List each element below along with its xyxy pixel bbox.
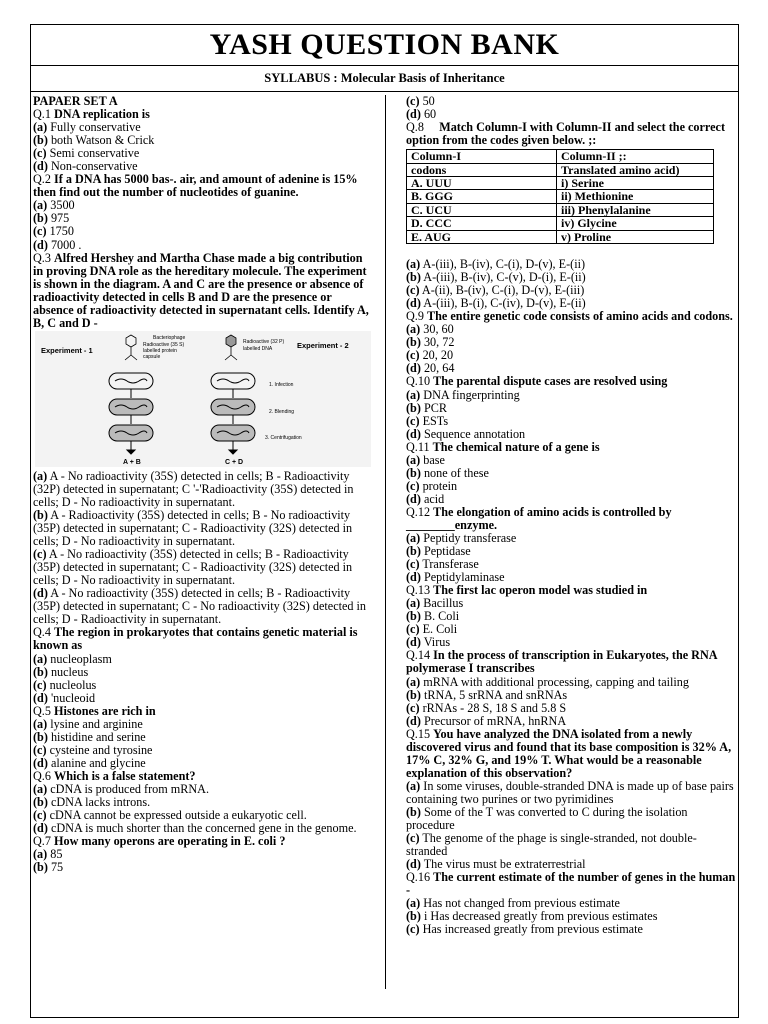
option-key: (c) [33, 808, 47, 823]
option-key: (a) [406, 322, 421, 337]
question-text: The parental dispute cases are resolved using [433, 374, 668, 389]
option-item [406, 780, 738, 806]
option-text: The virus must be extraterrestrial [420, 857, 586, 872]
option-text: protein [419, 478, 458, 493]
option-text: cDNA is much shorter than the concerned gene in the genome. [47, 821, 357, 836]
option-key: (b) [406, 909, 421, 924]
question-number: Q.14 [406, 648, 434, 663]
match-table [406, 149, 714, 244]
match-cell-col1: C. UCU [407, 203, 557, 216]
option-key: (a) [33, 847, 48, 862]
option-text: In some viruses, double-stranded DNA is made up of base pairs containing two purines or two pyrimidines [406, 778, 734, 806]
option-text: tRNA, 5 srRNA and snRNAs [420, 687, 568, 702]
option-text: lysine and arginine [47, 716, 143, 731]
option-text: Peptidylaminase [420, 570, 505, 585]
question-text: Histones are rich in [54, 703, 156, 718]
option-key: (a) [33, 781, 48, 796]
question-text: In the process of transcription in Eukaryotes, the RNA polymerase I transcribes [406, 648, 717, 676]
option-text: Virus [420, 635, 451, 650]
question-number: Q.13 [406, 583, 434, 598]
question-text: How many operons are operating in E. coli ? [54, 834, 286, 849]
question-item [406, 649, 738, 675]
option-key: (d) [406, 491, 421, 506]
option-key: (c) [406, 478, 420, 493]
option-key: (d) [406, 426, 421, 441]
question-item [33, 173, 375, 199]
option-key: (b) [406, 335, 421, 350]
option-text: E. Coli [419, 622, 458, 637]
match-cell-col1: codons [407, 163, 557, 176]
option-text: cDNA cannot be expressed outside a eukaryotic cell. [46, 808, 307, 823]
option-text: Some of the T was converted to C during the isolation procedure [406, 805, 688, 833]
option-text: A - No radioactivity (35S) detected in cells; B - Radioactivity (35P) detected in supernatant; C - Radioactivity (32S) detected in cells; D - No radioactivity in supernatant. [33, 547, 353, 588]
option-text: 7000 . [47, 237, 82, 252]
option-key: (c) [33, 677, 47, 692]
option-key: (b) [406, 544, 421, 559]
option-text: A - No radioactivity (35S) detected in cells; B - Radioactivity (32P) detected in supernatant; C '-'Radioactivity (35S) detected in cells; D - No radioactivity in supernatant. [33, 468, 354, 509]
option-text: ESTs [419, 413, 449, 428]
option-key: (c) [33, 742, 47, 757]
match-table-row [407, 217, 714, 230]
question-number: Q.11 [406, 439, 433, 454]
option-text: 75 [47, 860, 64, 875]
label-blending: 2. Blending [269, 408, 295, 415]
option-text: base [420, 452, 445, 467]
option-text: Fully conservative [47, 120, 141, 135]
question-number: Q.15 [406, 726, 434, 741]
option-key: (c) [406, 831, 420, 846]
option-item [33, 861, 375, 874]
page-title: YASH QUESTION BANK [31, 25, 738, 66]
label-radioactive-s: Radioactive (35 S) [143, 341, 185, 348]
question-text: Which is a false statement? [54, 768, 196, 783]
option-text: 85 [47, 847, 63, 862]
option-text: 60 [420, 107, 437, 122]
option-text: A - No radioactivity (35S) detected in cells; B - Radioactivity (35P) detected in supernatant; C - No radioactivity (32S) detected in cells; D - Radioactivity in supernatant. [33, 586, 367, 627]
experiment-2-label: Experiment - 2 [297, 340, 349, 350]
option-key: (c) [406, 413, 420, 428]
option-text: cDNA is produced from mRNA. [47, 781, 210, 796]
option-key: (a) [33, 468, 48, 483]
label-bacteriophage: Bacteriophage [153, 334, 186, 341]
option-text: histidine and serine [47, 729, 146, 744]
match-cell-col1: D. CCC [407, 217, 557, 230]
option-text: Non-conservative [47, 159, 138, 174]
option-text: Transferase [419, 557, 479, 572]
option-key: (a) [406, 452, 421, 467]
option-item [406, 480, 738, 493]
left-questions-top [33, 108, 375, 252]
match-cell-col2: iv) Glycine [557, 217, 714, 230]
left-column [33, 95, 375, 874]
question-number: Q.9 [406, 309, 427, 324]
option-item [406, 349, 738, 362]
option-key: (a) [406, 596, 421, 611]
label-infection: 1. Infection [269, 381, 294, 388]
option-key: (a) [406, 674, 421, 689]
question-item [406, 310, 738, 323]
option-item [33, 212, 375, 225]
option-key: (d) [33, 237, 48, 252]
label-capsule: capsule [143, 353, 161, 360]
option-text: A - Radioactivity (35S) detected in cells; B - No radioactivity (35P) detected in supernatant; C - Radioactivity (32S) detected in cells; D - No radioactivity in supernatant. [33, 507, 353, 549]
label-labelled-dna: labelled DNA [243, 345, 273, 352]
option-text: 975 [47, 211, 70, 226]
question-item [406, 728, 738, 780]
option-key: (c) [406, 283, 420, 298]
question-number: Q.16 [406, 870, 434, 885]
label-a-plus-b: A + B [123, 458, 141, 466]
hershey-chase-diagram [35, 331, 371, 467]
option-key: (b) [33, 729, 48, 744]
match-cell-col2: Translated amino acid) [557, 163, 714, 176]
option-text: Semi conservative [46, 146, 140, 161]
option-key: (d) [33, 755, 48, 770]
match-cell-col1: A. UUU [407, 177, 557, 190]
option-key: (b) [33, 795, 48, 810]
question-item [406, 506, 738, 532]
option-key: (a) [406, 896, 421, 911]
label-labelled-protein: labelled protein [143, 347, 177, 354]
question-text: The chemical nature of a gene is [432, 439, 600, 454]
syllabus-line: SYLLABUS : Molecular Basis of Inheritance [31, 66, 738, 92]
option-key: (b) [406, 805, 421, 819]
q3-options [33, 470, 375, 627]
option-key: (b) [33, 211, 48, 226]
question-number: Q.10 [406, 374, 434, 389]
option-text: Peptidase [420, 544, 471, 559]
option-item [33, 848, 375, 861]
question-text: The elongation of amino acids is controlled by ________enzyme. [406, 504, 672, 532]
option-text: 50 [419, 94, 435, 108]
option-key: (d) [33, 821, 48, 836]
question-text: The region in prokaryotes that contains genetic material is known as [33, 625, 358, 653]
label-centrifugation: 3. Centrifugation [265, 434, 302, 441]
option-text: 20, 20 [419, 348, 454, 363]
question-number: Q.5 [33, 703, 54, 718]
option-key: (b) [406, 687, 421, 702]
option-key: (d) [406, 570, 421, 585]
option-key: (c) [406, 922, 420, 937]
right-column [406, 95, 738, 936]
question-number: Q.3 [33, 250, 51, 265]
q7-continued-options [406, 95, 738, 121]
option-text: A-(iii), B-(i), C-(iv), D-(v), E-(ii) [420, 296, 586, 311]
option-key: (a) [406, 531, 421, 546]
option-key: (d) [406, 635, 421, 650]
option-text: A-(iii), B-(iv), C-(v), D-(i), E-(ii) [420, 270, 586, 285]
question-text: The first lac operon model was studied in [433, 583, 648, 598]
option-item [406, 95, 738, 108]
option-item [406, 806, 738, 832]
option-item [33, 548, 375, 587]
match-cell-col2: i) Serine [557, 177, 714, 190]
option-text: Precursor of mRNA, hnRNA [420, 713, 567, 728]
option-item [33, 199, 375, 212]
option-key: (d) [406, 713, 421, 728]
question-q3 [33, 252, 375, 330]
match-cell-col1: E. AUG [407, 230, 557, 243]
option-item [33, 470, 375, 509]
option-key: (a) [406, 387, 421, 402]
question-text: DNA replication is [54, 107, 150, 122]
option-text: nucleoplasm [47, 651, 112, 666]
option-text: i Has decreased greatly from previous estimates [420, 909, 658, 924]
label-radioactive-p: Radioactive (32 P) [243, 338, 285, 345]
option-text: Has increased greatly from previous estimate [419, 922, 643, 937]
match-cell-col2: Column-II ;: [557, 150, 714, 163]
option-text: DNA fingerprinting [420, 387, 520, 402]
option-key: (a) [33, 120, 48, 135]
option-text: 'nucleoid [47, 690, 96, 705]
option-key: (a) [33, 198, 48, 213]
option-text: alanine and glycine [47, 755, 146, 770]
option-key: (b) [33, 133, 48, 148]
option-key: (c) [406, 622, 420, 637]
option-key: (b) [406, 609, 421, 624]
option-key: (c) [406, 557, 420, 572]
question-item [406, 441, 738, 454]
option-text: 30, 72 [420, 335, 455, 350]
option-text: 20, 64 [420, 361, 455, 376]
question-item [33, 626, 375, 652]
question-text: Alfred Hershey and Martha Chase made a big contribution in proving DNA role as the hereditary molecule. The experiment is shown in the diagram. A and C are the presence or absence of radioactivity detected in cells B and D are the presence or absence of radioactivity detected in supernatant cells. Identify A, B, C and D - [33, 250, 369, 330]
match-cell-col2: ii) Methionine [557, 190, 714, 203]
option-text: A-(iii), B-(iv), C-(i), D-(v), E-(ii) [420, 257, 586, 272]
question-number: Q.6 [33, 768, 54, 783]
option-key: (a) [33, 716, 48, 731]
match-table-row [407, 177, 714, 190]
option-key: (b) [406, 465, 421, 480]
match-cell-col2: v) Proline [557, 230, 714, 243]
option-item [406, 623, 738, 636]
option-text: nucleus [47, 664, 89, 679]
option-key: (c) [406, 348, 420, 363]
question-q8 [406, 121, 738, 147]
question-number: Q.7 [33, 834, 54, 849]
option-item [406, 323, 738, 336]
left-questions-bottom [33, 626, 375, 874]
option-item [406, 336, 738, 349]
option-key: (b) [33, 507, 48, 522]
column-divider [385, 95, 386, 989]
option-key: (c) [406, 700, 420, 715]
option-text: none of these [420, 465, 489, 480]
option-text: B. Coli [420, 609, 460, 624]
option-key: (c) [33, 224, 47, 239]
option-key: (c) [33, 547, 47, 562]
option-item [33, 509, 375, 548]
option-text: both Watson & Crick [47, 133, 155, 148]
right-questions [406, 310, 738, 936]
option-key: (b) [406, 270, 421, 285]
match-cell-col1: B. GGG [407, 190, 557, 203]
match-table-row [407, 203, 714, 216]
option-key: (b) [406, 400, 421, 415]
question-text: Match Column-I with Column-II and select the correct option from the codes given below. ;: [406, 120, 725, 148]
option-item [406, 923, 738, 936]
option-text: PCR [420, 400, 447, 415]
question-text: You have analyzed the DNA isolated from a newly discovered virus and found that its base composition is 32% A, 17% C, 32% G, and 19% T. What would be a reasonable explanation of this observation? [406, 726, 732, 780]
option-key: (d) [406, 107, 421, 122]
option-key: (d) [33, 690, 48, 705]
question-sheet [30, 24, 739, 1018]
label-c-plus-d: C + D [225, 458, 244, 466]
option-key: (c) [33, 146, 47, 161]
option-key: (a) [33, 651, 48, 666]
option-item [406, 402, 738, 415]
option-text: nucleolus [46, 677, 97, 692]
option-text: rRNAs - 28 S, 18 S and 5.8 S [419, 700, 567, 715]
option-text: cysteine and tyrosine [46, 742, 153, 757]
option-text: mRNA with additional processing, capping and tailing [420, 674, 689, 689]
match-cell-col1: Column-I [407, 150, 557, 163]
option-item [33, 587, 375, 626]
option-key: (b) [33, 664, 48, 679]
match-table-row [407, 163, 714, 176]
option-text: cDNA lacks introns. [47, 795, 151, 810]
question-text: The entire genetic code consists of amino acids and codons. [427, 309, 733, 324]
option-item [406, 389, 738, 402]
option-text: 30, 60 [420, 322, 454, 337]
question-item [406, 871, 738, 897]
option-text: acid [420, 491, 445, 506]
match-table-row [407, 230, 714, 243]
option-text: 1750 [46, 224, 74, 239]
question-number: Q.1 [33, 107, 54, 122]
match-table-row [407, 190, 714, 203]
match-table-row [407, 150, 714, 163]
option-key: (c) [406, 94, 420, 108]
match-cell-col2: iii) Phenylalanine [557, 203, 714, 216]
option-text: Sequence annotation [420, 426, 526, 441]
option-key: (a) [406, 778, 421, 793]
question-text: If a DNA has 5000 bas-. air, and amount of adenine is 15% then find out the number of nucleotides of guanine. [33, 172, 358, 200]
set-label: PAPAER SET A [33, 94, 118, 108]
option-item [33, 225, 375, 238]
option-key: (d) [406, 296, 421, 311]
experiment-1-label: Experiment - 1 [41, 345, 93, 355]
question-number: Q.2 [33, 172, 54, 187]
option-text: Has not changed from previous estimate [420, 896, 620, 911]
option-text: Peptidy transferase [420, 531, 517, 546]
option-key: (d) [406, 361, 421, 376]
option-key: (d) [33, 586, 48, 601]
question-item [33, 835, 375, 848]
option-item [406, 832, 738, 858]
option-key: (b) [33, 860, 48, 875]
option-text: A-(ii), B-(iv), C-(i), D-(v), E-(iii) [419, 283, 585, 298]
question-number: Q.12 [406, 504, 434, 519]
option-key: (d) [33, 159, 48, 174]
option-text: Bacillus [420, 596, 464, 611]
question-number: Q.8 [406, 120, 424, 135]
q8-options [406, 258, 738, 310]
option-text: 3500 [47, 198, 75, 213]
question-text: The current estimate of the number of genes in the human - [406, 870, 736, 898]
option-text: The genome of the phage is single-stranded, not double-stranded [406, 831, 697, 859]
option-key: (d) [406, 857, 421, 872]
question-number: Q.4 [33, 625, 54, 640]
option-key: (a) [406, 257, 421, 272]
